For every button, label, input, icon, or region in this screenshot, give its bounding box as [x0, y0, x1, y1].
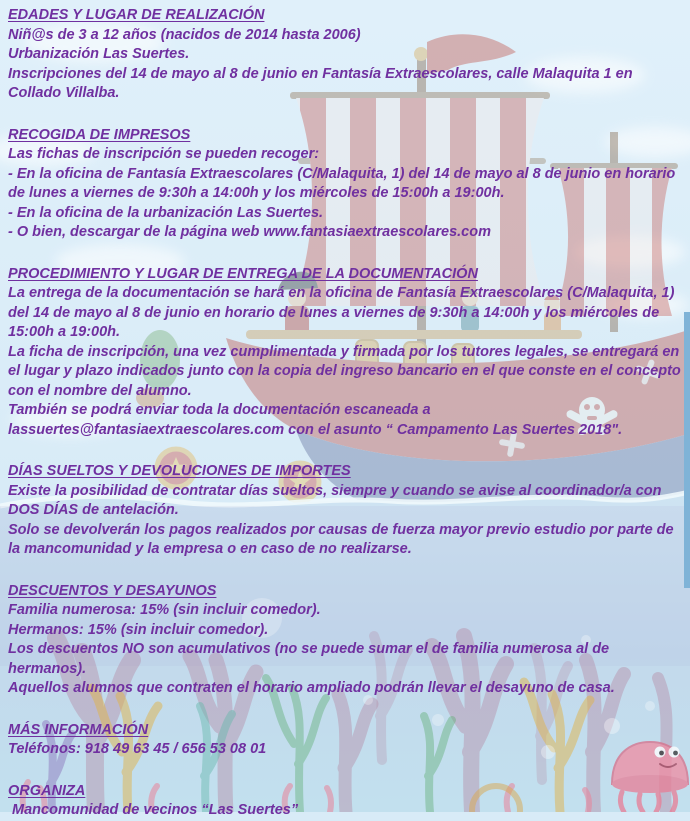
section-edades: [8, 6, 688, 104]
paragraph: - En la oficina de la urbanización Las Suertes.: [8, 204, 324, 221]
paragraph: Teléfonos: 918 49 63 45 / 656 53 08 01: [8, 741, 267, 757]
paragraph: Existe la posibilidad de contratar días sueltos, siempre y cuando se avise al coordinador/a con DOS DÍAS de antelación.: [8, 482, 666, 518]
paragraph: Aquellos alumnos que contraten el horario ampliado podrán llevar el desayuno de casa.: [8, 680, 615, 696]
paragraph: También se podrá enviar toda la documentación escaneada a lassuertes@fantasiaextraescolares.com con el asunto “ Campamento Las Suertes 2018".: [8, 402, 623, 438]
section-heading: DESCUENTOS Y DESAYUNOS: [8, 582, 217, 599]
section-heading: ORGANIZA: [8, 782, 86, 799]
paragraph: La entrega de la documentación se hará en la oficina de Fantasía Extraescolares (C/Malaquita, 1) del 14 de mayo al 8 de junio en horario de lunes a viernes de 9:30h a 14:00h y los miércoles de 15:00h a 19:00h.: [8, 285, 679, 340]
section-heading: MÁS INFORMACIÓN: [8, 721, 149, 738]
paragraph: La ficha de inscripción, una vez cumplimentada y firmada por los tutores legales, se entregará en el lugar y plazo indicados junto con la copia del ingreso bancario en el que conste en el concepto con el nombre del alumno.: [8, 343, 685, 399]
paragraph: - En la oficina de Fantasía Extraescolares (C/Malaquita, 1) del 14 de mayo al 8 de junio en horario de lunes a viernes de 9:30h a 14:00h y los miércoles de 15:00h a 19:00h.: [8, 165, 680, 201]
section-heading: DÍAS SUELTOS Y DEVOLUCIONES DE IMPORTES: [8, 463, 351, 479]
paragraph: Solo se devolverán los pagos realizados por causas de fuerza mayor previo estudio por parte de la mancomunidad y la empresa o en caso de no realizarse.: [8, 521, 678, 557]
paragraph: Mancomunidad de vecinos “Las Suertes”: [8, 802, 299, 818]
paragraph: Niñ@s de 3 a 12 años (nacidos de 2014 hasta 2006): [8, 26, 361, 43]
paragraph: Los descuentos NO son acumulativos (no se puede sumar el de familia numerosa al de hermanos).: [8, 641, 614, 677]
section-organiza: [8, 782, 688, 821]
paragraph: - O bien, descargar de la página web www.fantasiaextraescolares.com: [8, 224, 491, 240]
section-procedimiento: [8, 265, 688, 441]
paragraph: Inscripciones del 14 de mayo al 8 de junio en Fantasía Extraescolares, calle Malaquita 1 en Collado Villalba.: [8, 65, 637, 101]
section-recogida: [8, 126, 688, 243]
paragraph: Las fichas de inscripción se pueden recoger:: [8, 146, 320, 162]
paragraph: Familia numerosa: 15% (sin incluir comedor).: [8, 602, 321, 618]
section-heading: PROCEDIMIENTO Y LUGAR DE ENTREGA DE LA DOCUMENTACIÓN: [8, 265, 478, 282]
section-descuentos: [8, 582, 688, 699]
section-heading: RECOGIDA DE IMPRESOS: [8, 126, 191, 143]
section-mas-informacion: [8, 721, 688, 760]
section-heading: EDADES Y LUGAR DE REALIZACIÓN: [8, 7, 265, 23]
paragraph: Hermanos: 15% (sin incluir comedor).: [8, 621, 269, 638]
section-dias-sueltos: [8, 462, 688, 560]
paragraph: Urbanización Las Suertes.: [8, 46, 190, 62]
